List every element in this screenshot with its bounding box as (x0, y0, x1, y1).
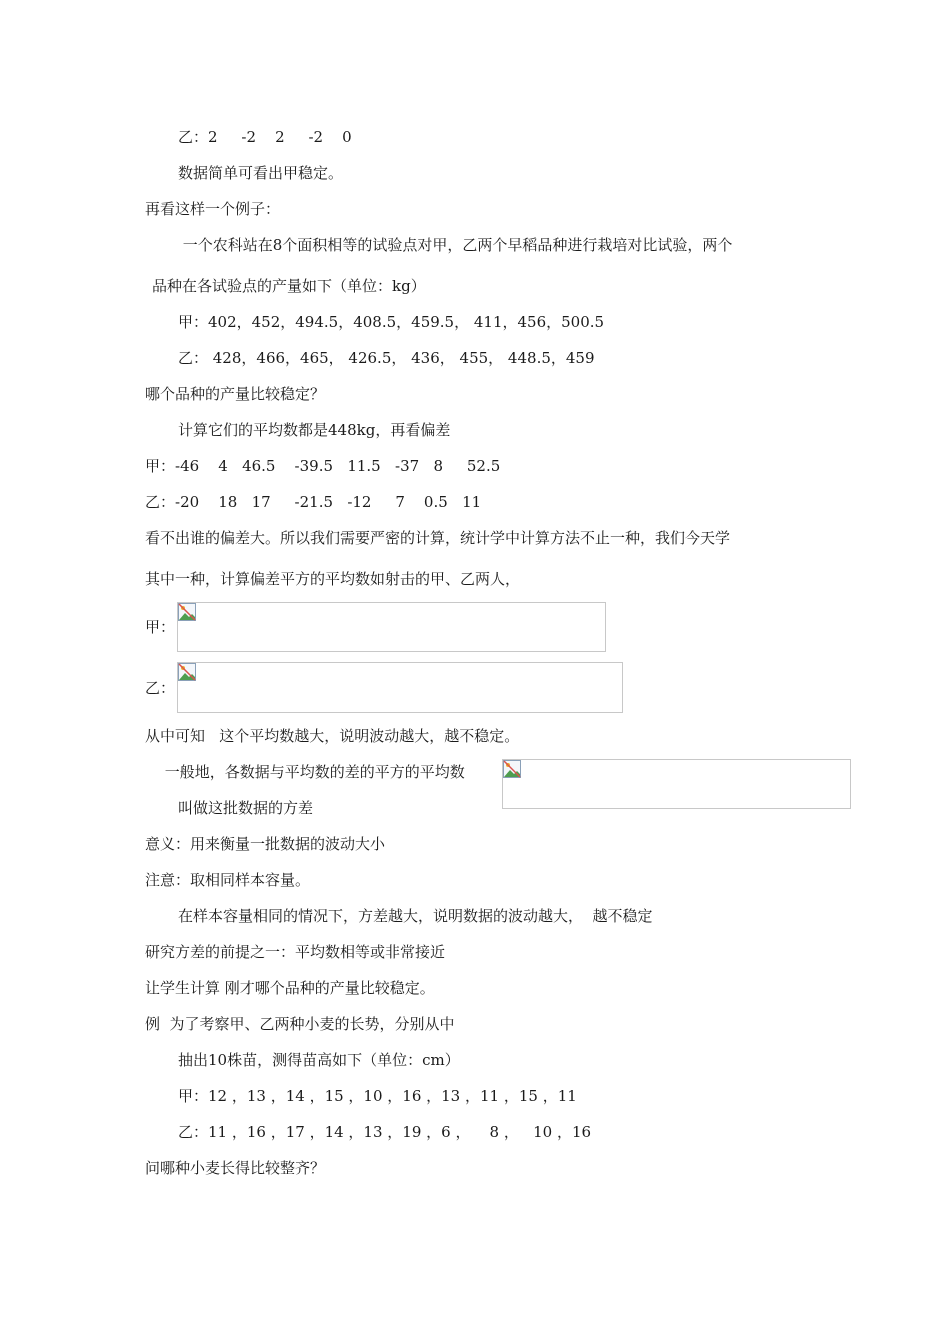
yi-yield: 乙： 428，466，465， 426.5， 436， 455， 448.5，459 (178, 349, 595, 367)
farm-intro-line-1: 一个农科站在8个面积相等的试验点对甲，乙两个早稻品种进行栽培对比试验，两个 (178, 236, 733, 254)
broken-image-icon (178, 663, 196, 681)
student-calc: 让学生计算 刚才哪个品种的产量比较稳定。 (145, 979, 435, 997)
question: 问哪种小麦长得比较整齐？ (145, 1159, 326, 1177)
which-stable: 哪个品种的产量比较稳定？ (145, 385, 326, 403)
cant-see-text: 看不出谁的偏差大。所以我们需要严密的计算，统计学中计算方法不止一种，我们今天学 (145, 529, 731, 547)
one-method-text: 其中一种，计算偏差平方的平均数如射击的甲、乙两人， (145, 570, 521, 588)
variance-formula-image (502, 759, 851, 809)
simple-conclusion: 数据简单可看出甲稳定。 (178, 164, 344, 182)
called-variance: 叫做这批数据的方差 (178, 799, 314, 817)
meaning: 意义：用来衡量一批数据的波动大小 (145, 835, 386, 853)
yi-deviation: 乙：-20 18 17 -21.5 -12 7 0.5 11 (145, 493, 482, 511)
example: 例 为了考察甲、乙两种小麦的长势，分别从中 (145, 1015, 455, 1033)
yi-deviation-small: 乙：2 -2 2 -2 0 (178, 128, 352, 146)
yi-wheat: 乙：11 ，16 ，17 ，14 ，13 ，19 ，6 ， 8 ， 10 ，16 (178, 1123, 592, 1141)
jia-deviation: 甲：-46 4 46.5 -39.5 11.5 -37 8 52.5 (145, 457, 501, 475)
note: 注意：取相同样本容量。 (145, 871, 311, 889)
farm-intro-line-2: 品种在各试验点的产量如下（单位：kg） (152, 277, 426, 295)
sample-text: 抽出10株苗，测得苗高如下（单位：cm） (178, 1051, 460, 1069)
conclusion: 从中可知 这个平均数越大，说明波动越大，越不稳定。 (145, 727, 520, 745)
jia-yield: 甲：402，452，494.5，408.5，459.5， 411，456，500.5 (178, 313, 605, 331)
jia-formula-image (177, 602, 606, 652)
same-sample-size: 在样本容量相同的情况下，方差越大，说明数据的波动越大， 越不稳定 (178, 907, 653, 925)
yi-label: 乙： (145, 679, 176, 697)
jia-wheat: 甲：12 ，13 ，14 ，15 ，10 ，16 ，13 ，11 ，15 ，11 (178, 1087, 577, 1105)
premise: 研究方差的前提之一：平均数相等或非常接近 (145, 943, 446, 961)
yi-formula-image (177, 662, 623, 713)
broken-image-icon (178, 603, 196, 621)
general-definition: 一般地，各数据与平均数的差的平方的平均数 (160, 763, 465, 781)
jia-label: 甲： (145, 618, 176, 636)
broken-image-icon (503, 760, 521, 778)
another-example: 再看这样一个例子： (145, 200, 281, 218)
mean-text: 计算它们的平均数都是448kg，再看偏差 (178, 421, 451, 439)
